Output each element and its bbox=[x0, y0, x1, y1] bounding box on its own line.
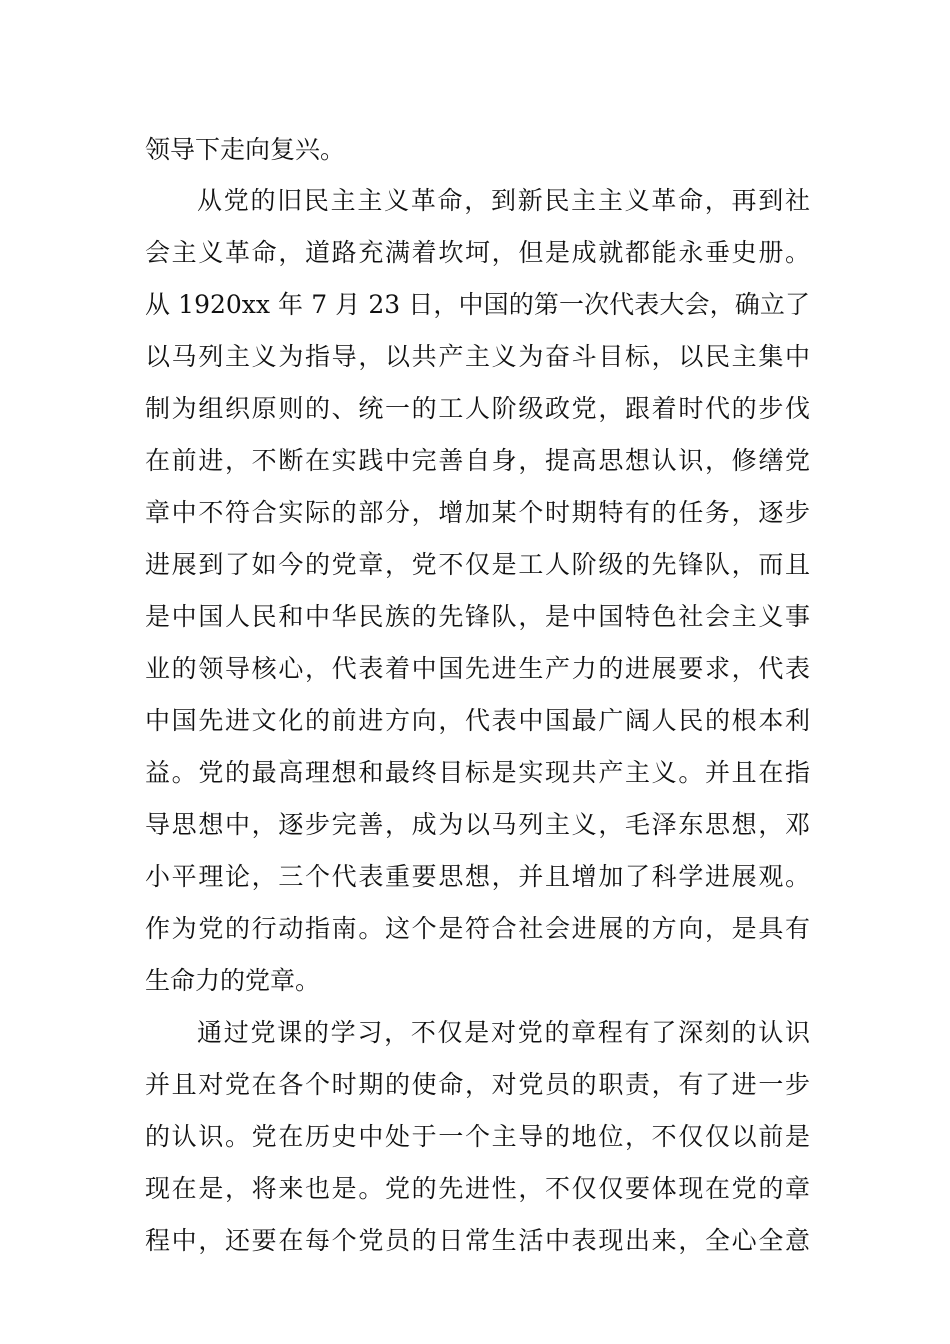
text-line: 现在是，将来也是。党的先进性，不仅仅要体现在党的章 bbox=[145, 1174, 810, 1203]
text-line: 领导下走向复兴。 bbox=[145, 135, 346, 164]
text-line: 的认识。党在历史中处于一个主导的地位，不仅仅以前是 bbox=[145, 1122, 810, 1151]
text-line: 生命力的党章。 bbox=[145, 966, 321, 995]
text-line: 小平理论，三个代表重要思想，并且增加了科学进展观。 bbox=[145, 862, 810, 891]
text-line: 以马列主义为指导，以共产主义为奋斗目标，以民主集中 bbox=[145, 342, 810, 371]
text-line: 进展到了如今的党章，党不仅是工人阶级的先锋队，而且 bbox=[145, 550, 810, 579]
text-line: 制为组织原则的、统一的工人阶级政党，跟着时代的步伐 bbox=[145, 394, 810, 423]
text-line: 从 1920xx 年 7 月 23 日，中国的第一次代表大会，确立了 bbox=[145, 290, 810, 319]
text-line: 业的领导核心，代表着中国先进生产力的进展要求，代表 bbox=[145, 654, 810, 683]
text-line: 会主义革命，道路充满着坎坷，但是成就都能永垂史册。 bbox=[145, 238, 810, 267]
text-line: 在前进，不断在实践中完善自身，提高思想认识，修缮党 bbox=[145, 446, 810, 475]
text-line: 程中，还要在每个党员的日常生活中表现出来，全心全意 bbox=[145, 1226, 810, 1255]
paragraph-first-line: 从党的旧民主主义革命，到新民主主义革命，再到社 bbox=[197, 186, 810, 215]
text-line: 益。党的最高理想和最终目标是实现共产主义。并且在指 bbox=[145, 758, 810, 787]
text-line: 章中不符合实际的部分，增加某个时期特有的任务，逐步 bbox=[145, 498, 810, 527]
paragraph-first-line: 通过党课的学习，不仅是对党的章程有了深刻的认识 bbox=[197, 1018, 810, 1047]
text-line: 中国先进文化的前进方向，代表中国最广阔人民的根本利 bbox=[145, 706, 810, 735]
text-line: 导思想中，逐步完善，成为以马列主义，毛泽东思想，邓 bbox=[145, 810, 810, 839]
text-line: 作为党的行动指南。这个是符合社会进展的方向，是具有 bbox=[145, 914, 810, 943]
text-line: 并且对党在各个时期的使命，对党员的职责，有了进一步 bbox=[145, 1070, 810, 1099]
text-line: 是中国人民和中华民族的先锋队，是中国特色社会主义事 bbox=[145, 602, 810, 631]
